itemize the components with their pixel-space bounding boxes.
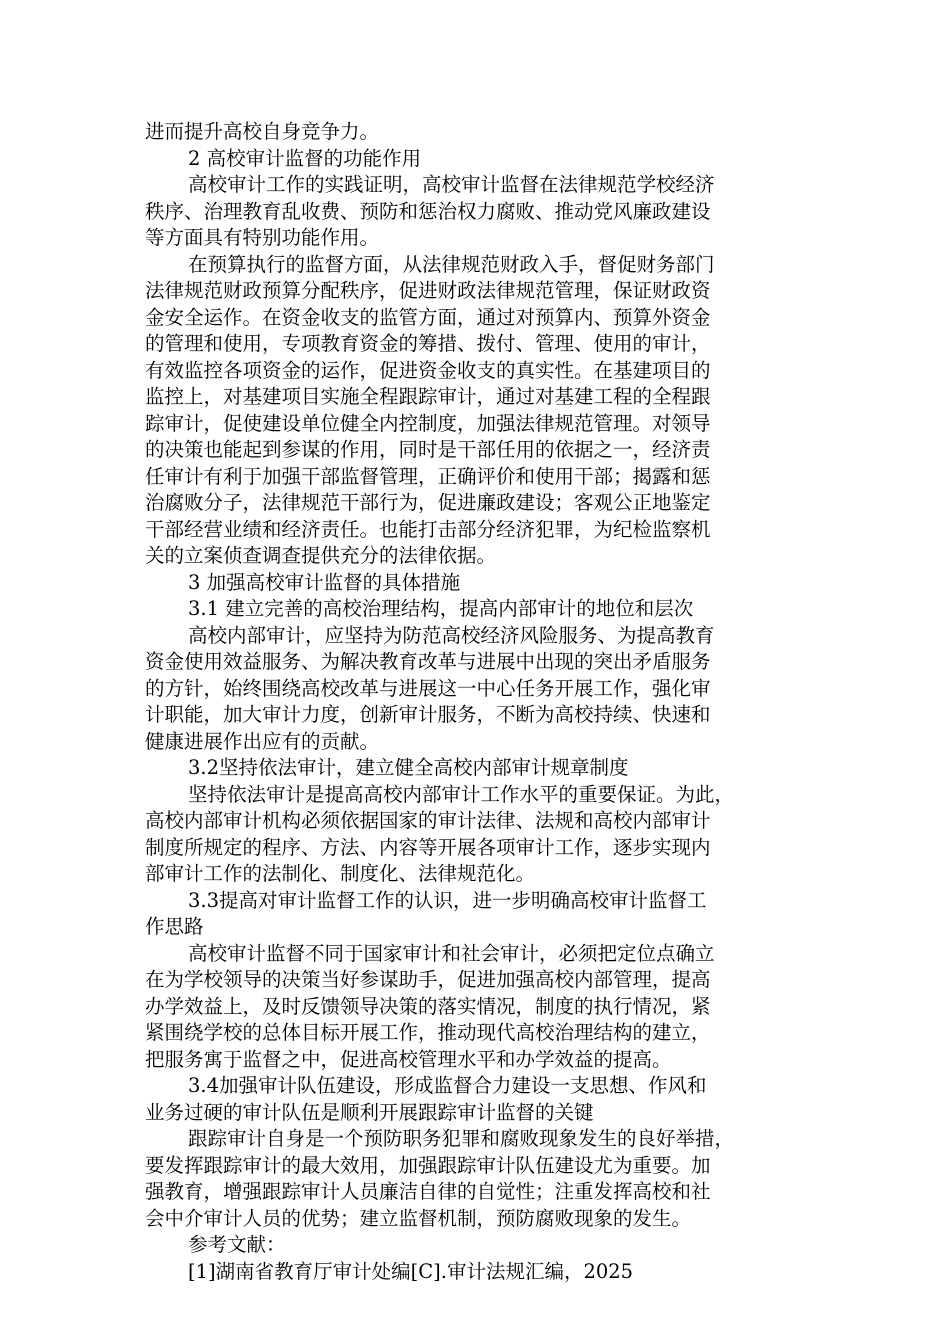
text-line: 要发挥跟踪审计的最大效用，加强跟踪审计队伍建设尤为重要。加 — [145, 1153, 711, 1177]
text-line: 3 加强高校审计监督的具体措施 — [188, 570, 461, 594]
text-line: 3.1 建立完善的高校治理结构，提高内部审计的地位和层次 — [188, 597, 694, 620]
text-line: 跟踪审计自身是一个预防职务犯罪和腐败现象发生的良好举措， — [188, 1127, 735, 1150]
text-line: 制度所规定的程序、方法、内容等开展各项审计工作，逐步实现内 — [145, 835, 711, 859]
text-line: 办学效益上，及时反馈领导决策的落实情况，制度的执行情况，紧 — [145, 994, 711, 1018]
text-line: 作思路 — [145, 915, 204, 938]
text-line: 业务过硬的审计队伍是顺利开展跟踪审计监督的关键 — [145, 1100, 594, 1124]
text-line: 紧围绕学校的总体目标开展工作，推动现代高校治理结构的建立， — [145, 1021, 711, 1044]
text-line: 高校内部审计，应坚持为防范高校经济风险服务、为提高教育 — [188, 623, 715, 647]
text-line: 高校内部审计机构必须依据国家的审计法律、法规和高校内部审计 — [145, 809, 711, 832]
text-line: 坚持依法审计是提高高校内部审计工作水平的重要保证。为此， — [188, 782, 735, 806]
document-body — [145, 119, 805, 1285]
text-line: 在为学校领导的决策当好参谋助手，促进加强高校内部管理，提高 — [145, 968, 711, 991]
text-line: 3.4加强审计队伍建设，形成监督合力建设一支思想、作风和 — [188, 1074, 707, 1097]
text-line: 强教育，增强跟踪审计人员廉洁自律的自觉性；注重发挥高校和社 — [145, 1180, 711, 1203]
text-line: 秩序、治理教育乱收费、预防和惩治权力腐败、推动党风廉政建设 — [145, 199, 711, 223]
text-line: 参考文献： — [188, 1233, 286, 1256]
text-line: 有效监控各项资金的运作，促进资金收支的真实性。在基建项目的 — [145, 358, 711, 382]
text-line: 3.2坚持依法审计，建立健全高校内部审计规章制度 — [188, 756, 629, 779]
text-line: 2 高校审计监督的功能作用 — [188, 146, 422, 170]
text-line: 高校审计监督不同于国家审计和社会审计，必须把定位点确立 — [188, 941, 715, 965]
text-line: 资金使用效益服务、为解决教育改革与进展中出现的突出矛盾服务 — [145, 650, 711, 673]
text-line: 把服务寓于监督之中，促进高校管理水平和办学效益的提高。 — [145, 1047, 672, 1071]
text-line: 的方针，始终围绕高校改革与进展这一中心任务开展工作，强化审 — [145, 676, 711, 700]
text-line: 健康进展作出应有的贡献。 — [145, 729, 380, 753]
text-line: 会中介审计人员的优势；建立监督机制，预防腐败现象的发生。 — [145, 1206, 692, 1230]
text-line: 关的立案侦查调查提供充分的法律依据。 — [145, 544, 497, 567]
text-line: [1]湖南省教育厅审计处编[C].审计法规汇编，2025 — [188, 1259, 634, 1283]
text-line: 治腐败分子，法律规范干部行为，促进廉政建设；客观公正地鉴定 — [145, 491, 711, 514]
text-line: 的管理和使用，专项教育资金的筹措、拨付、管理、使用的审计， — [145, 332, 711, 355]
text-line: 任审计有利于加强干部监督管理，正确评价和使用干部；揭露和惩 — [145, 464, 711, 488]
text-line: 等方面具有特别功能作用。 — [145, 226, 380, 249]
text-line: 的决策也能起到参谋的作用，同时是干部任用的依据之一，经济责 — [145, 438, 711, 461]
text-line: 干部经营业绩和经济责任。也能打击部分经济犯罪，为纪检监察机 — [145, 517, 711, 541]
text-line: 金安全运作。在资金收支的监管方面，通过对预算内、预算外资金 — [145, 305, 711, 329]
text-line: 3.3提高对审计监督工作的认识，进一步明确高校审计监督工 — [188, 888, 707, 912]
text-line: 高校审计工作的实践证明，高校审计监督在法律规范学校经济 — [188, 173, 715, 196]
text-line: 进而提升高校自身竞争力。 — [145, 120, 380, 143]
text-line: 在预算执行的监督方面，从法律规范财政入手，督促财务部门 — [188, 252, 715, 276]
text-line: 部审计工作的法制化、制度化、法律规范化。 — [145, 862, 536, 885]
text-line: 监控上，对基建项目实施全程跟踪审计，通过对基建工程的全程跟 — [145, 385, 711, 408]
text-line: 计职能，加大审计力度，创新审计服务，不断为高校持续、快速和 — [145, 703, 711, 726]
text-line: 法律规范财政预算分配秩序，促进财政法律规范管理，保证财政资 — [145, 279, 711, 302]
text-line: 踪审计，促使建设单位健全内控制度，加强法律规范管理。对领导 — [145, 411, 711, 435]
